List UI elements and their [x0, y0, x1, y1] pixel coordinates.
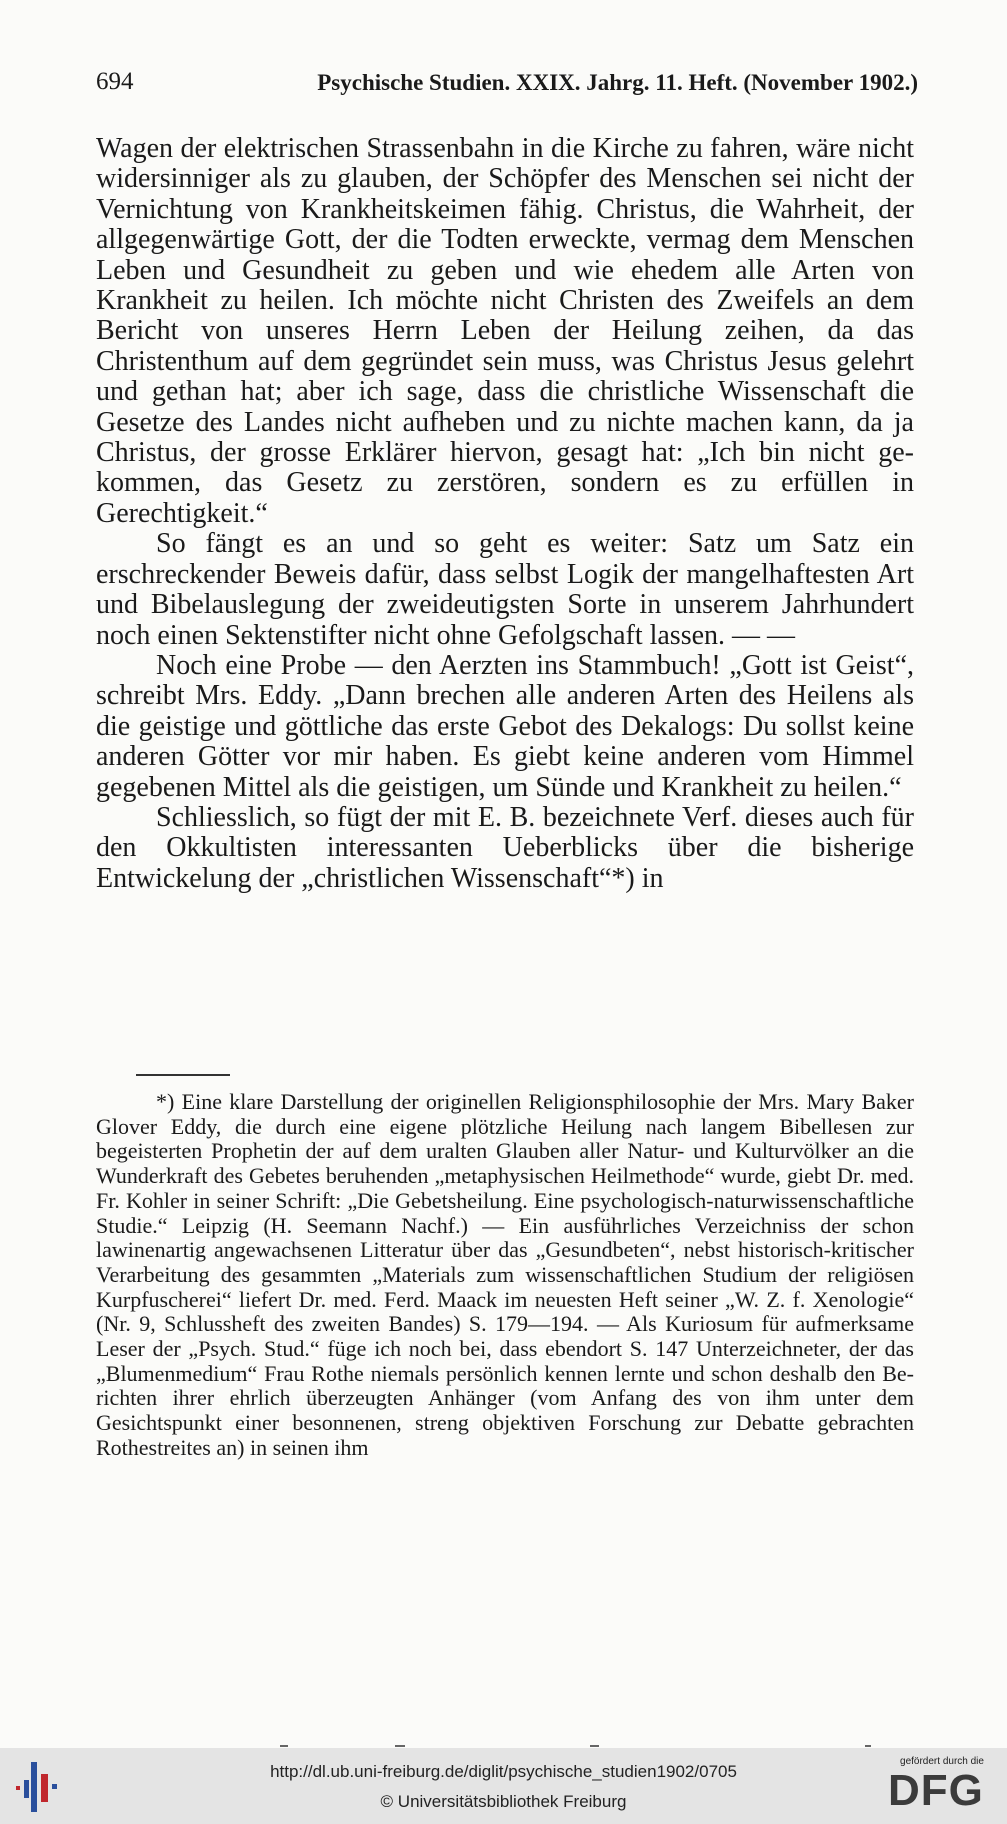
library-logo-icon: [8, 1760, 64, 1814]
footer-bar: [0, 1748, 1007, 1824]
paragraph-1: Wagen der elektrischen Strassenbahn in die Kirche zu fahren, wäre nicht widersinniger als zu glauben, der Schöpfer des Menschen sei nicht der Vernichtung von Krankheitskeimen fähig. Christus, die Wahrheit, der allgegenwärtige Gott, der die Todten erweckte, vermag dem Menschen Leben und Gesundheit zu geben und wie ehedem alle Arten von Krankheit zu heilen. Ich möchte nicht Christen des Zweifels an dem Bericht von unseres Herrn Leben der Heilung zeihen, da das Christenthum auf dem gegründet sein muss, was Christus Jesus gelehrt und gethan hat; aber ich sage, dass die christliche Wissenschaft die Gesetze des Landes nicht aufheben und zu nichte machen kann, da ja Christus, der grosse Erklärer hiervon, gesagt hat: „Ich bin nicht gekommen, das Gesetz zu zerstören, sondern es zu erfüllen in Gerechtigkeit.“: [96, 133, 914, 529]
source-url[interactable]: http://dl.ub.uni-freiburg.de/diglit/psychische_studien1902/0705: [270, 1762, 737, 1781]
paragraph-2: So fängt es an und so geht es weiter: Satz um Satz ein erschreckender Beweis dafür, dass selbst Logik der mangelhaftesten Art und Bibelauslegung der zweideutigsten Sorte in unserem Jahrhundert noch einen Sektenstifter nicht ohne Gefolgschaft lassen. — —: [96, 528, 914, 651]
main-text: [96, 134, 914, 894]
dfg-wordmark: DFG: [888, 1766, 984, 1815]
footnote-rule: [136, 1074, 230, 1076]
paragraph-4: Schliesslich, so fügt der mit E. B. bezeichnete Verf. dieses auch für den Okkultisten interessanten Ueberblicks über die bisherige Entwickelung der „christlichen Wissenschaft“*) in: [96, 801, 914, 894]
bottom-marks: [260, 1745, 900, 1747]
page-header: [96, 68, 918, 104]
page-number: 694: [96, 68, 134, 95]
footnote-text: *) Eine klare Darstellung der originellen Religionsphilosophie der Mrs. Mary Baker Glover Eddy, die durch eine eigene plötzliche Heilung nach langem Bibellesen zur begeisterten Prophetin der auf dem uralten Glauben aller Natur- und Kulturvölker an die Wunderkraft des Gebetes beruhenden „metaphysischen Heilmethode“ wurde, giebt Dr. med. Fr. Kohler in seiner Schrift: „Die Gebetsheilung. Eine psychologisch-naturwissenschaftliche Studie.“ Leipzig (H. Seemann Nachf.) — Ein ausführliches Verzeichniss der schon lawinenartig angewachsenen Litteratur über das „Gesundbeten“, nebst historisch-kritischer Verarbeitung des gesammten „Materials zum wissenschaftlichen Studium der religiösen Kurpfuscherei“ liefert Dr. med. Ferd. Maack im neuesten Heft seiner „W. Z. f. Xenologie“ (Nr. 9, Schlussheft des zweiten Bandes) S. 179—194. — Als Kuriosum für aufmerksame Leser der „Psych. Stud.“ füge ich noch bei, dass ebendort S. 147 Unterzeichneter, der das „Blumenmedium“ Frau Rothe niemals persönlich kennen lernte und schon deshalb den Berichten ihrer ehrlich überzeugten Anhänger (vom Anfang des von ihm unter dem Gesichtspunkt einer besonnenen, streng objektiven Forschung zur Debatte gebrachten Rothestreites an) in seinen ihm: [96, 1089, 914, 1460]
dfg-funded-by: gefördert durch die: [900, 1756, 984, 1767]
running-title: Psychische Studien. XXIX. Jahrg. 11. Heft. (November 1902.): [317, 70, 918, 95]
copyright-text: © Universitätsbibliothek Freiburg: [380, 1792, 627, 1811]
footnote: [96, 1090, 914, 1461]
dfg-logo: [884, 1756, 1000, 1818]
paragraph-3: Noch eine Probe — den Aerzten ins Stammbuch! „Gott ist Geist“, schreibt Mrs. Eddy. „Dann brechen alle anderen Arten des Heilens als die geistige und göttliche das erste Gebot des Dekalogs: Du sollst keine anderen Götter vor mir haben. Es giebt keine anderen vom Himmel gegebenen Mittel als die geistigen, um Sünde und Krankheit zu heilen.“: [96, 649, 914, 803]
